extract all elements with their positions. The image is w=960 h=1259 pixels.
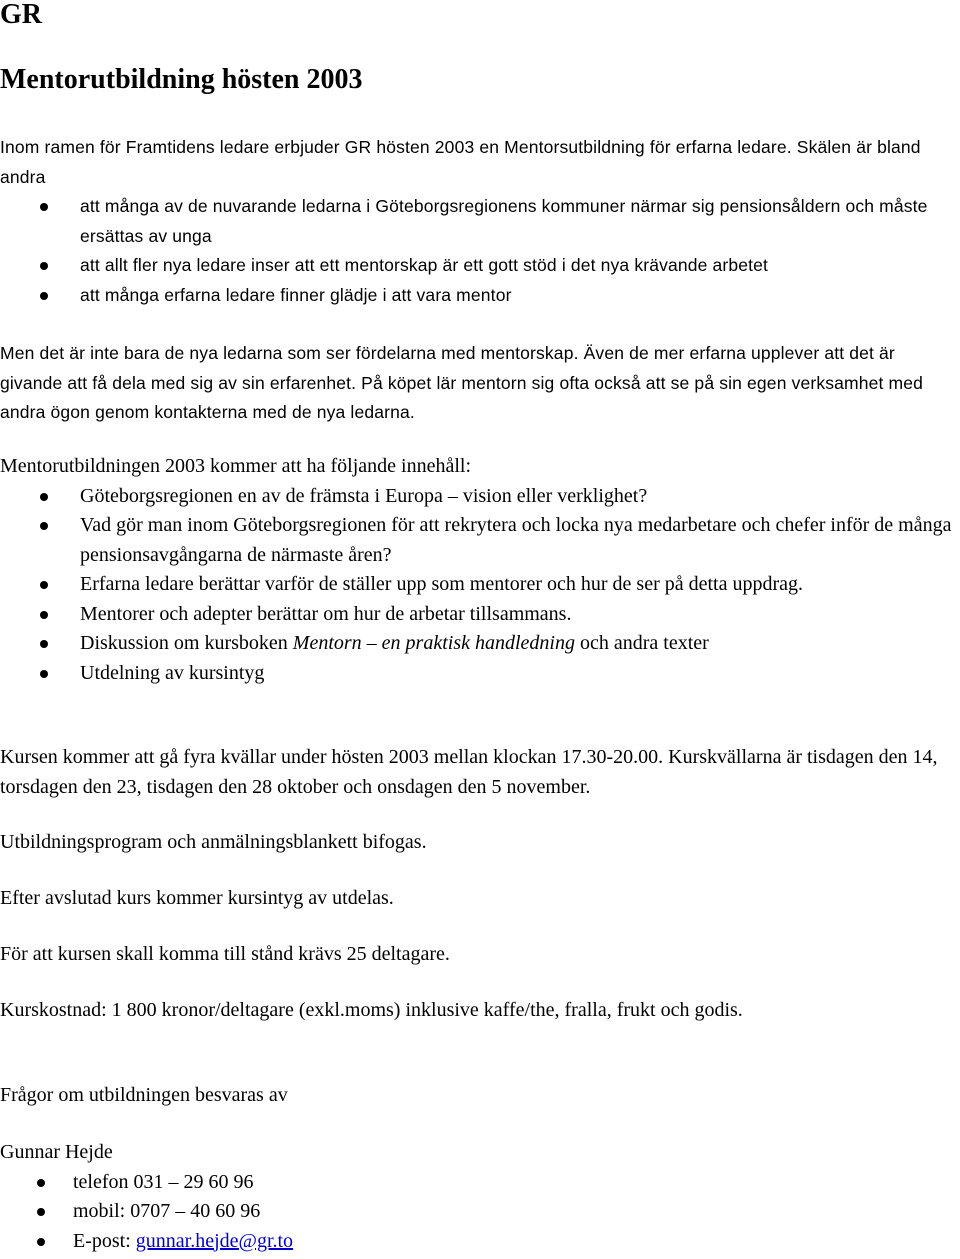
contact-section bbox=[0, 1138, 958, 1256]
contact-name: Gunnar Hejde bbox=[0, 1141, 113, 1163]
list-item-text: Göteborgsregionen en av de främsta i Europa – vision eller verklighet? bbox=[80, 484, 648, 507]
bullet-icon bbox=[40, 262, 48, 270]
list-item bbox=[0, 629, 958, 659]
benefits-paragraph: Men det är inte bara de nya ledarna som ser fördelarna med mentorskap. Även de mer erfarna upplever att det är givande att få dela med sig av sin erfarenhet. På köpet lär mentorn sig ofta också att se på sin egen verksamhet med andra ögon genom kontakterna med de nya ledarna. bbox=[0, 343, 924, 422]
content-section bbox=[0, 452, 958, 688]
bullet-icon bbox=[37, 1208, 45, 1216]
list-item bbox=[0, 570, 958, 600]
participants-line bbox=[0, 940, 958, 970]
list-item bbox=[0, 1197, 958, 1227]
bullet-icon bbox=[37, 1179, 45, 1187]
bullet-icon bbox=[37, 1238, 45, 1246]
list-item bbox=[0, 600, 958, 630]
list-item bbox=[0, 511, 958, 570]
content-intro: Mentorutbildningen 2003 kommer att ha följande innehåll: bbox=[0, 455, 472, 477]
list-item-text: Erfarna ledare berättar varför de ställer upp som mentorer och hur de ser på detta uppdrag. bbox=[80, 573, 804, 595]
cost-text: Kurskostnad: 1 800 kronor/deltagare (exkl.moms) inklusive kaffe/the, fralla, frukt och godis. bbox=[0, 999, 743, 1021]
email-link[interactable]: gunnar.hejde@gr.to bbox=[135, 1229, 294, 1252]
bullet-icon bbox=[40, 292, 48, 300]
participants-text: För att kursen skall komma till stånd krävs 25 deltagare. bbox=[0, 943, 450, 965]
list-item bbox=[0, 1227, 958, 1257]
list-item-text: Mentorer och adepter berättar om hur de arbetar tillsammans. bbox=[80, 602, 572, 625]
program-line bbox=[0, 828, 958, 858]
list-item-text: att många erfarna ledare finner glädje i att vara mentor bbox=[80, 284, 512, 305]
discussion-prefix: Diskussion om kursboken bbox=[80, 632, 293, 654]
intro-paragraph: Inom ramen för Framtidens ledare erbjuder GR hösten 2003 en Mentorsutbildning för erfarna ledare. Skälen är bland andra bbox=[0, 137, 921, 187]
contact-intro: Frågor om utbildningen besvaras av bbox=[0, 1084, 288, 1106]
cost-line bbox=[0, 996, 958, 1026]
bullet-icon bbox=[40, 640, 48, 648]
mobile-text: mobil: 0707 – 40 60 96 bbox=[73, 1200, 261, 1222]
schedule-paragraph: Kursen kommer att gå fyra kvällar under hösten 2003 mellan klockan 17.30-20.00. Kurskvällarna är tisdagen den 14, torsdagen den 23, tisdagen den 28 oktober och onsdagen den 5 november. bbox=[0, 746, 938, 798]
email-label: E-post: bbox=[73, 1229, 136, 1252]
org-heading: GR bbox=[0, 0, 42, 30]
list-item bbox=[0, 659, 958, 689]
schedule-section bbox=[0, 743, 958, 802]
list-item bbox=[0, 251, 958, 281]
page-title: Mentorutbildning hösten 2003 bbox=[0, 64, 363, 95]
program-text: Utbildningsprogram och anmälningsblankett bifogas. bbox=[0, 831, 427, 853]
list-item bbox=[0, 192, 958, 251]
list-item bbox=[0, 482, 958, 512]
contact-intro-line bbox=[0, 1081, 958, 1111]
list-item-text: att många av de nuvarande ledarna i Göteborgsregionens kommuner närmar sig pensionsåldern och måste ersättas av unga bbox=[80, 196, 928, 246]
discussion-suffix: och andra texter bbox=[574, 632, 709, 654]
bullet-icon bbox=[40, 581, 48, 589]
certificate-text: Efter avslutad kurs kommer kursintyg av utdelas. bbox=[0, 887, 394, 909]
benefits-section bbox=[0, 339, 958, 428]
intro-section bbox=[0, 133, 958, 310]
content-list bbox=[0, 482, 958, 689]
book-title: Mentorn – en praktisk handledning bbox=[292, 632, 575, 654]
reasons-list bbox=[0, 192, 958, 310]
bullet-icon bbox=[40, 203, 48, 211]
bullet-icon bbox=[40, 493, 48, 501]
certificate-line bbox=[0, 884, 958, 914]
contact-list bbox=[0, 1168, 958, 1257]
bullet-icon bbox=[40, 522, 48, 530]
phone-text: telefon 031 – 29 60 96 bbox=[73, 1170, 254, 1193]
bullet-icon bbox=[40, 670, 48, 678]
bullet-icon bbox=[40, 611, 48, 619]
list-item bbox=[0, 1168, 958, 1198]
list-item-text: Vad gör man inom Göteborgsregionen för att rekrytera och locka nya medarbetare och chefer inför de många pensionsavgångarna de närmaste åren? bbox=[80, 514, 952, 566]
list-item-text: att allt fler nya ledare inser att ett mentorskap är ett gott stöd i det nya krävande arbetet bbox=[80, 255, 769, 275]
list-item-text: Utdelning av kursintyg bbox=[80, 661, 265, 684]
list-item bbox=[0, 281, 958, 311]
